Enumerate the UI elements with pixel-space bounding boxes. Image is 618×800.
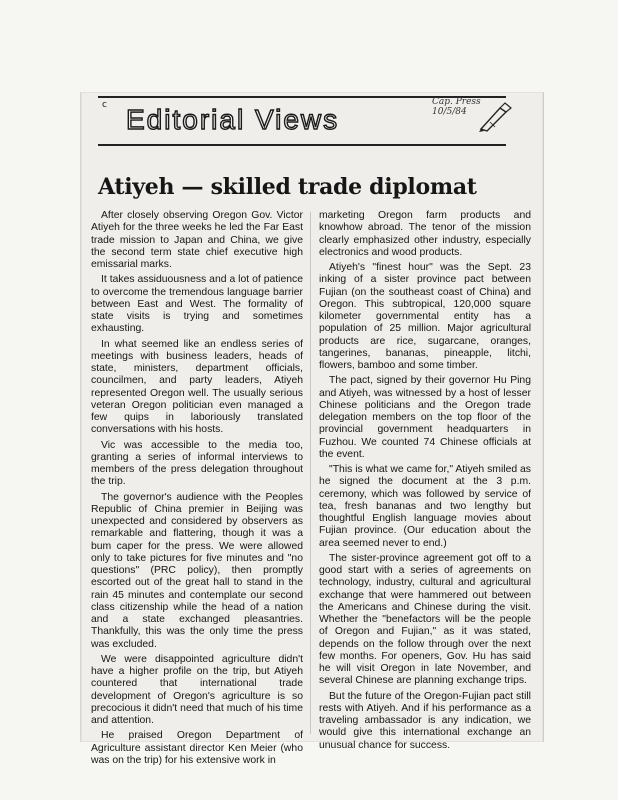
handwritten-source-note <box>432 97 482 117</box>
paragraph: He praised Oregon Department of Agriculture assistant director Ken Meier (who was on the trip) for his extensive work in <box>91 730 303 766</box>
note-date: 10/5/84 <box>432 107 467 117</box>
paragraph: But the future of the Oregon-Fujian pact still rests with Atiyeh. And if his performance as a traveling ambassador is any indication, we would give this international exchange an unusual chance for success. <box>319 690 531 751</box>
pen-icon <box>478 102 512 132</box>
paragraph: In what seemed like an endless series of meetings with business leaders, heads of state, ministers, department officials, councilmen, and party leaders, Atiyeh represented Oregon well. The usually serious veteran Oregon politician even managed a few quips in laboriously translated conversations with his hosts. <box>91 338 303 436</box>
article-column-right <box>319 210 531 752</box>
paragraph: "This is what we came for," Atiyeh smiled as he signed the document at the 3 p.m. ceremony, which was followed by service of tea, fresh bananas and two lengthy but thoughtful English language movies about Fujian province. (Our education about the area seemed never to end.) <box>319 464 531 549</box>
paragraph: The pact, signed by their governor Hu Ping and Atiyeh, was witnessed by a host of lesser Chinese politicians and the Oregon trade delegation members on the top floor of the provincial government headquarters in Fuzhou. We counted 74 Chinese officials at the event. <box>319 375 531 460</box>
section-title: Editorial Views <box>126 104 340 135</box>
paragraph: The governor's audience with the Peoples Republic of China premier in Beijing was unexpected and considered by observers as remarkable and flattering, though it was a bum caper for the press. We were allowed only to take pictures for five minutes and "no questions" (PRC policy), then promptly escorted out of the great hall to stand in the rain 45 minutes and contemplate our second class citizenship while the head of a nation and a state exchanged pleasantries. Thankfully, this was the only time the press was excluded. <box>91 491 303 650</box>
paragraph: It takes assiduousness and a lot of patience to overcome the tremendous language barrier between East and West. The formality of state visits is trying and sometimes exhausting. <box>91 274 303 335</box>
paragraph: Atiyeh's "finest hour" was the Sept. 23 inking of a sister province pact between Fujian (on the southeast coast of China) and Oregon. This subtropical, 120,000 square kilometer governmental entity has a population of 25 million. Major agricultural products are rice, sugarcane, oranges, tangerines, bananas, pineapple, litchi, flowers, bamboo and some timber. <box>319 262 531 371</box>
note-source: Cap. Press <box>432 97 481 107</box>
column-divider <box>310 212 311 734</box>
paragraph: The sister-province agreement got off to a good start with a series of agreements on technology, industry, cultural and agricultural exchange that were hammered out between the Americans and Chinese during the visit. Whether the "benefactors will be the people of Oregon and Fujian," as it was stated, depends on the follow through over the next few months. For openers, Gov. Hu has said he will visit Oregon in late November, and several Chinese are planning exchange trips. <box>319 552 531 687</box>
paragraph: We were disappointed agriculture didn't have a higher profile on the trip, but Atiyeh countered that international trade development of Oregon's agriculture is so precocious it didn't need that much of his time and attention. <box>91 653 303 726</box>
paragraph: After closely observing Oregon Gov. Victor Atiyeh for the three weeks he led the Far East trade mission to Japan and China, we give the second term state chief executive high emissarial marks. <box>91 210 303 270</box>
article-column-left <box>91 210 303 767</box>
paragraph: marketing Oregon farm products and knowhow abroad. The tenor of the mission clearly emphasized other industry, especially electronics and wood products. <box>319 210 531 258</box>
headline: Atiyeh — skilled trade diplomat <box>98 174 477 200</box>
copyright-mark: c <box>102 100 107 110</box>
paragraph: Vic was accessible to the media too, granting a series of informal interviews to members of the press delegation throughout the trip. <box>91 439 303 488</box>
